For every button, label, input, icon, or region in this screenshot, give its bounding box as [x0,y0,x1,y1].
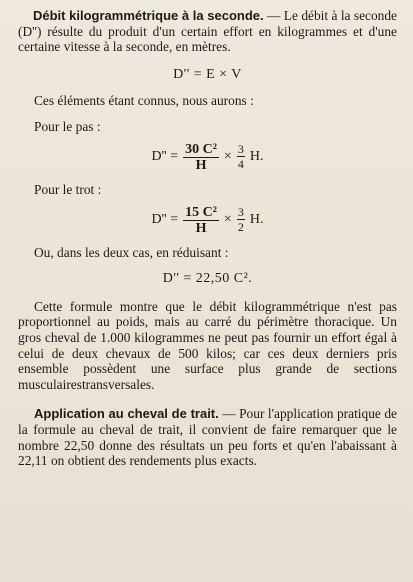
fraction-trot-coef-denominator: 2 [237,220,244,235]
paragraph-application-text: — Pour l'application pratique de la formule au cheval de trait, il convient de faire remarquer que le nombre 22,50 donne des résultats un peu forts et qu'en l'abaissant à 22,11 on obtient des rendements plus exacts. [18,406,397,469]
fraction-pas-coef-denominator: 4 [237,157,244,172]
paragraph-debit-text: — Le débit à la seconde (D'') résulte du produit d'un certain effort en kilogrammes et d'une certaine vitesse à la seconde, en mètres. [18,8,398,55]
formula-trot-tail: H. [249,212,264,228]
formula-main: D'' = E × V [173,66,242,82]
fraction-pas-coef-numerator: 3 [237,142,244,157]
known-elements-text: Ces éléments étant connus, nous aurons : [34,92,254,108]
fraction-pas-numerator: 30 C² [185,141,217,157]
fraction-trot-denominator: H [195,220,207,236]
fraction-trot-numerator: 15 C² [185,204,217,220]
formula-trot [18,206,397,235]
section-heading-application: Application au cheval de trait. [34,406,219,422]
paragraph-debit [18,8,397,55]
formula-pas [18,143,397,172]
section-heading-debit: Débit kilogrammétrique à la seconde. [33,8,264,23]
fraction-trot-main [183,206,219,235]
times-sign: × [223,212,232,228]
formula-reduced: D'' = 22,50 C². [162,270,253,286]
paragraph-application [18,406,397,468]
formula-pas-lhs: D'' = [151,149,179,165]
paragraph-formula-explanation: Cette formule montre que le débit kilogrammétrique n'est pas proportionnel au poids, mais au carré du périmètre thoracique. Un gros cheval de 1.000 kilogrammes ne peut pas fournir un effort égal à celui de deux chevaux de 500 kilos; car ces deux derniers pris ensemble possèdent une surface plus grande de sections musculairestransversales. [18,298,397,392]
trot-label: Pour le trot : [34,181,102,197]
fraction-pas-main [183,143,219,172]
fraction-pas-denominator: H [195,157,207,173]
reduce-text: Ou, dans les deux cas, en réduisant : [34,244,229,260]
fraction-trot-coef-numerator: 3 [237,205,244,220]
fraction-trot-coefficient [237,206,245,234]
formula-pas-tail: H. [249,149,264,165]
formula-trot-lhs: D'' = [151,212,179,228]
fraction-pas-coefficient [237,143,245,171]
times-sign: × [223,149,232,165]
pas-label: Pour le pas : [34,118,101,134]
